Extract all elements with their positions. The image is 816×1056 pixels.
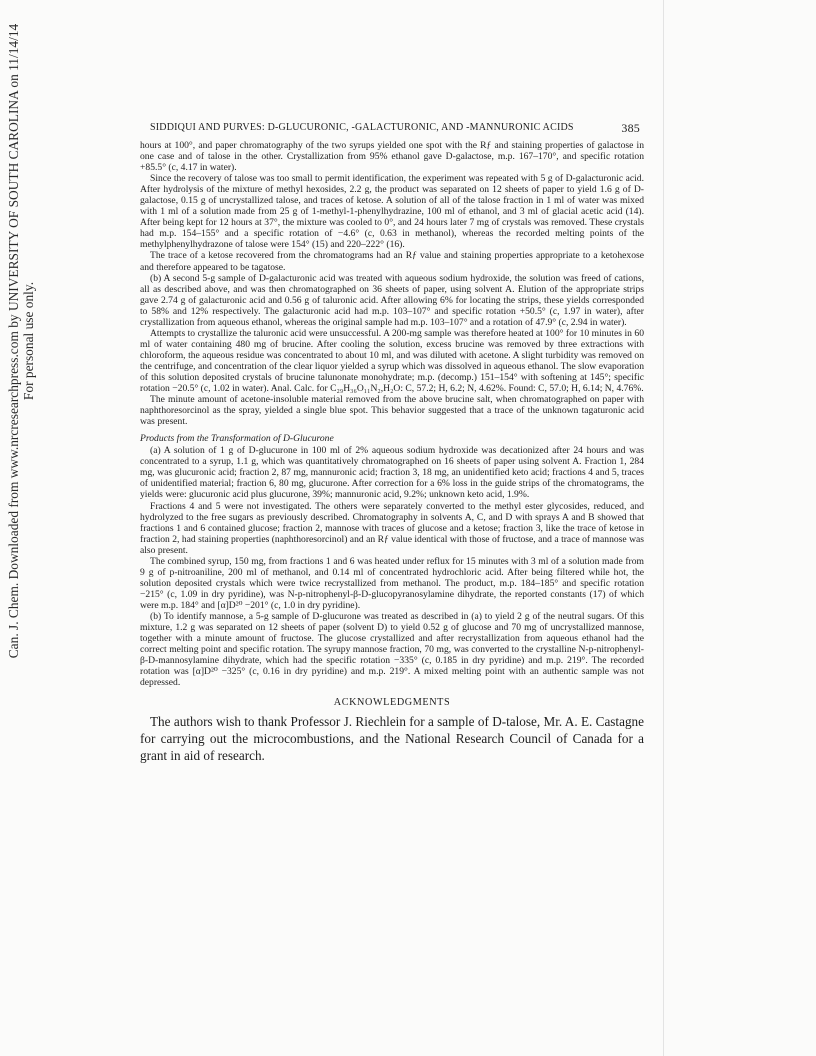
acknowledgments-heading: ACKNOWLEDGMENTS (333, 697, 451, 709)
paragraph: (b) To identify mannose, a 5-g sample of D-glucurone was treated as described in (a) to yield 2 g of the neutral sugars. Of this mixture, 1.2 g was separated on 12 sheets of paper (solvent D) to yield 0.52 g of glucose and 70 mg of uncrystallized mannose, together with a minute amount of fructose. The glucose crystallized and after recrystallization from aqueous ethanol had the correct melting point and specific rotation. The syrupy mannose fraction, 70 mg, was converted to the crystalline N-p-nitrophenyl-β-D-mannosylamine dihydrate, which had the specific rotation −335° (c, 0.185 in dry pyridine) and m.p. 219°. The recorded rotation was [α]D²⁰ −325° (c, 0.16 in dry pyridine) and m.p. 219°. A mixed melting point with an authentic sample was not depressed. (140, 610, 644, 689)
right-margin-line (663, 0, 664, 1056)
watermark-line-2: For personal use only. (21, 281, 36, 401)
download-watermark (0, 16, 44, 666)
paragraph: hours at 100°, and paper chromatography of the two syrups yielded one spot with the Rƒ and staining properties of galactose in one case and of talose in the other. Crystallization from 95% ethanol gave D-galactose, m.p. 167–170°, and specific rotation +85.5° (c, 4.17 in water). (140, 140, 644, 174)
running-head: SIDDIQUI AND PURVES: D-GLUCURONIC, -GALACTURONIC, AND -MANNURONIC ACIDS (150, 122, 574, 133)
paragraph: (b) A second 5-g sample of D-galacturonic acid was treated with aqueous sodium hydroxide, the solution was freed of cations, all as described above, and was then chromatographed on 36 sheets of paper, using solvent A. Elution of the appropriate strips gave 2.74 g of galacturonic acid and 0.56 g of taluronic acid. After allowing 6% for locating the strips, these yields corresponded to 58% and 12% respectively. The galacturonic acid had m.p. 103–107° and specific rotation +50.5° (c, 1.97 in water), after crystallization from aqueous ethanol, whereas the original sample had m.p. 103–107° and a rotation of 47.9° (c, 2.94 in water). (140, 272, 644, 328)
acknowledgments-text: The authors wish to thank Professor J. Riechlein for a sample of D-talose, Mr. A. E. Castagne for carrying out the microcombustions, and the National Research Council of Canada for a grant in aid of research. (140, 714, 644, 764)
paragraph: Fractions 4 and 5 were not investigated. The others were separately converted to the methyl ester glycosides, reduced, and hydrolyzed to the free sugars as previously described. Chromatography in solvents A, C, and D with sprays A and B showed that fractions 1 and 6 contained glucose; fraction 2, mannose with traces of glucose and a ketose; fraction 3, like the trace of ketose in fraction 2, had staining properties (naphthoresorcinol) and an Rƒ value identical with those of fructose, and a trace of mannose was also present. (140, 500, 644, 556)
paragraph: Attempts to crystallize the taluronic acid were unsuccessful. A 200-mg sample was therefore heated at 100° for 10 minutes in 60 ml of water containing 480 mg of brucine. After cooling the solution, excess brucine was removed by three extractions with chloroform, the aqueous residue was concentrated to about 10 ml, and was diluted with acetone. A slight turbidity was removed on the centrifuge, and concentration of the clear liquor yielded a syrup which was dissolved in aqueous ethanol. The slow evaporation of this solution deposited crystals of brucine talunonate monohydrate; m.p. (decomp.) 151–154° with softening at 145°; specific rotation −20.5° (c, 1.02 in water). Anal. Calc. for C₂₉H₃₆O₁₁N₂,H₂O: C, 57.2; H, 6.2; N, 4.62%. Found: C, 57.0; H, 6.14; N, 4.76%. (140, 327, 644, 395)
paragraph: (a) A solution of 1 g of D-glucurone in 100 ml of 2% aqueous sodium hydroxide was decationized after 24 hours and was concentrated to a syrup, 1.1 g, which was quantitatively chromatographed on 16 sheets of paper using solvent A. Fraction 1, 284 mg, was glucuronic acid; fraction 2, 87 mg, mannuronic acid; fraction 3, 18 mg, an unidentified keto acid; fractions 4 and 5, traces of unidentified material; fraction 6, 80 mg, glucurone. After correction for a 6% loss in the guide strips of the chromatograms, the yields were: glucuronic acid plus glucurone, 39%; mannuronic acid, 9.2%; unknown keto acid, 1.9%. (140, 445, 644, 501)
watermark-line-1: Can. J. Chem. Downloaded from www.nrcresearchpress.com by UNIVERSITY OF SOUTH CAROLINA on 11/14/14 (6, 23, 21, 659)
paragraph: Since the recovery of talose was too small to permit identification, the experiment was repeated with 5 g of D-galacturonic acid. After hydrolysis of the mixture of methyl hexosides, 2.2 g, the product was separated on 12 sheets of paper to yield 1.6 g of D-galactose, 0.15 g of uncrystallized talose, and traces of ketose. A solution of all of the talose fraction in 1 ml of water was mixed with 1 ml of a solution made from 25 g of 1-methyl-1-phenylhydrazine, 100 ml of ethanol, and 3 ml of glacial acetic acid (14). After being kept for 12 hours at 37°, the mixture was cooled to 0°, and 24 hours later 7 mg of crystals was removed. These crystals had m.p. 154–155° and a specific rotation of −4.6° (c, 0.63 in methanol), whereas the recorded melting points of the methylphenylhydrazone of talose were 154° (15) and 220–222° (16). (140, 173, 644, 251)
section-heading: Products from the Transformation of D-Glucurone (140, 433, 334, 445)
paragraph: The combined syrup, 150 mg, from fractions 1 and 6 was heated under reflux for 15 minutes with 3 ml of a solution made from 9 g of p-nitroaniline, 200 ml of methanol, and 0.14 ml of concentrated hydrochloric acid. After being filtered while hot, the solution deposited crystals which were twice recrystallized from methanol. The product, m.p. 184–185° and specific rotation −215° (c, 1.09 in dry pyridine), was N-p-nitrophenyl-β-D-glucopyranosylamine dihydrate, the reported constants (17) of which were m.p. 184° and [α]D²⁰ −201° (c, 1.0 in dry pyridine). (140, 555, 644, 611)
page-number: 385 (621, 121, 640, 135)
page-header (150, 122, 640, 136)
paragraph: The minute amount of acetone-insoluble material removed from the above brucine salt, when chromatographed on paper with naphthoresorcinol as the spray, yielded a single blue spot. This behavior suggested that a trace of the unknown tagaturonic acid was present. (140, 394, 644, 428)
article-body (140, 140, 644, 764)
paragraph: The trace of a ketose recovered from the chromatograms had an Rƒ value and staining properties appropriate to a ketohexose and therefore appeared to be tagatose. (140, 250, 644, 273)
